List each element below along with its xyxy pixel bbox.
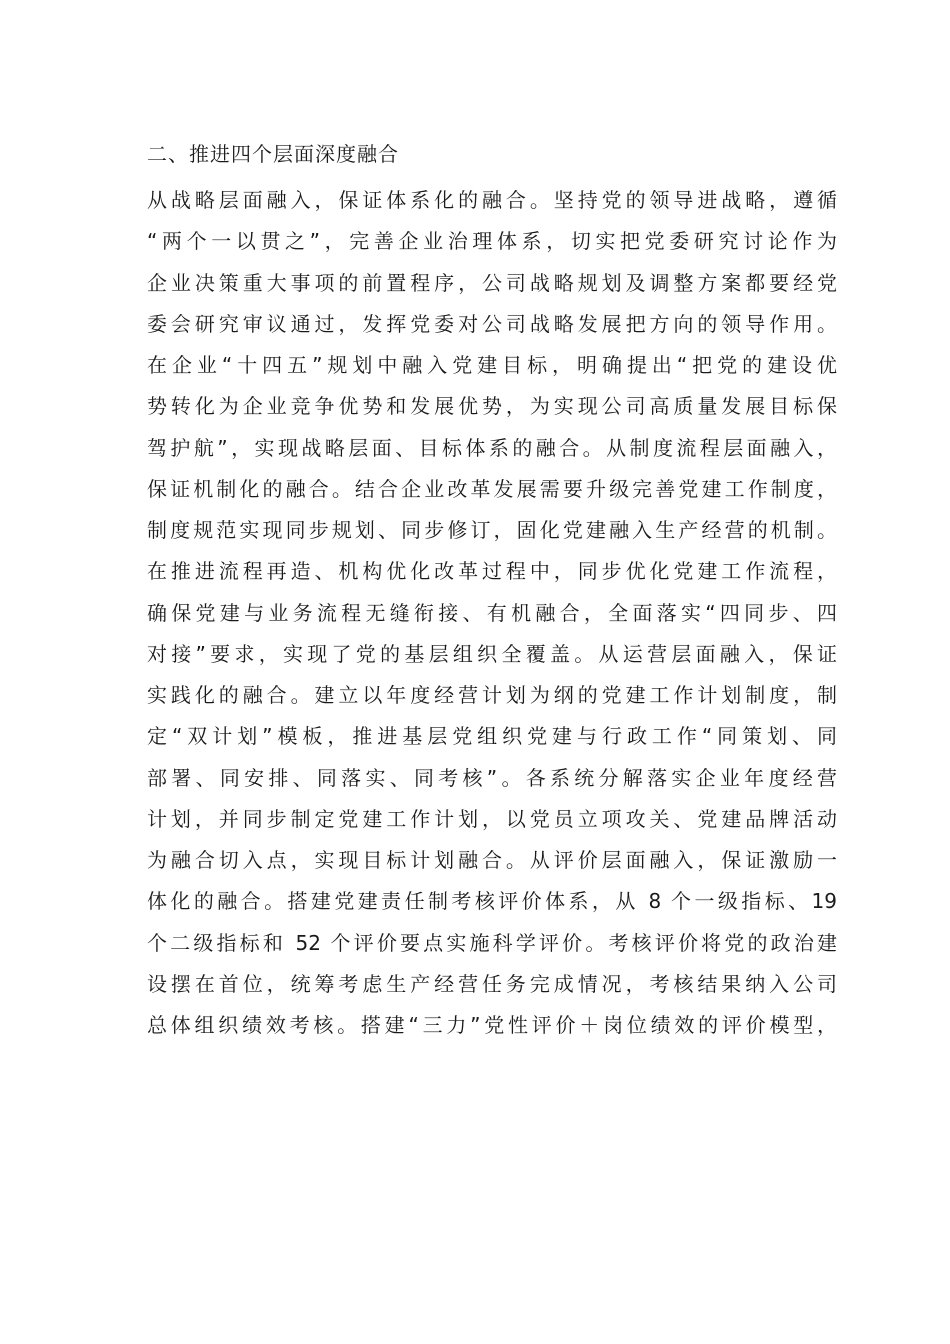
text-line: 设摆在首位，统筹考虑生产经营任务完成情况，考核结果纳入公司 — [147, 971, 837, 996]
text-line: 制度规范实现同步规划、同步修订，固化党建融入生产经营的机制。 — [147, 518, 837, 542]
text-line: 对接”要求，实现了党的基层组织全覆盖。从运营层面融入，保证 — [147, 641, 837, 666]
text-line: 确保党建与业务流程无缝衔接、有机融合，全面落实“四同步、四 — [147, 600, 837, 625]
text-line: 部署、同安排、同落实、同考核”。各系统分解落实企业年度经营 — [147, 765, 837, 790]
text-line: 势转化为企业竞争优势和发展优势，为实现公司高质量发展目标保 — [147, 394, 837, 419]
text-line: 为融合切入点，实现目标计划融合。从评价层面融入，保证激励一 — [147, 848, 837, 872]
section-heading: 二、推进四个层面深度融合 — [147, 142, 399, 166]
text-line: 个二级指标和 52 个评价要点实施科学评价。考核评价将党的政治建 — [147, 930, 837, 955]
text-line: 从战略层面融入，保证体系化的融合。坚持党的领导进战略，遵循 — [147, 188, 837, 212]
text-line: 定“双计划”模板，推进基层党组织党建与行政工作“同策划、同 — [147, 724, 837, 749]
text-line: 实践化的融合。建立以年度经营计划为纲的党建工作计划制度，制 — [147, 683, 837, 707]
text-line: “两个一以贯之”，完善企业治理体系，切实把党委研究讨论作为 — [147, 229, 837, 254]
text-line: 体化的融合。搭建党建责任制考核评价体系，从 8 个一级指标、19 — [147, 889, 837, 914]
text-line: 计划，并同步制定党建工作计划，以党员立项攻关、党建品牌活动 — [147, 806, 837, 831]
text-line: 总体组织绩效考核。搭建“三力”党性评价＋岗位绩效的评价模型， — [147, 1013, 837, 1037]
text-line: 保证机制化的融合。结合企业改革发展需要升级完善党建工作制度， — [147, 476, 837, 501]
text-line: 企业决策重大事项的前置程序，公司战略规划及调整方案都要经党 — [147, 270, 837, 295]
text-line: 委会研究审议通过，发挥党委对公司战略发展把方向的领导作用。 — [147, 311, 837, 336]
text-line: 驾护航”，实现战略层面、目标体系的融合。从制度流程层面融入， — [147, 435, 837, 460]
text-line: 在企业“十四五”规划中融入党建目标，明确提出“把党的建设优 — [147, 353, 837, 377]
text-line: 在推进流程再造、机构优化改革过程中，同步优化党建工作流程， — [147, 559, 837, 584]
body-paragraph — [147, 180, 837, 1046]
